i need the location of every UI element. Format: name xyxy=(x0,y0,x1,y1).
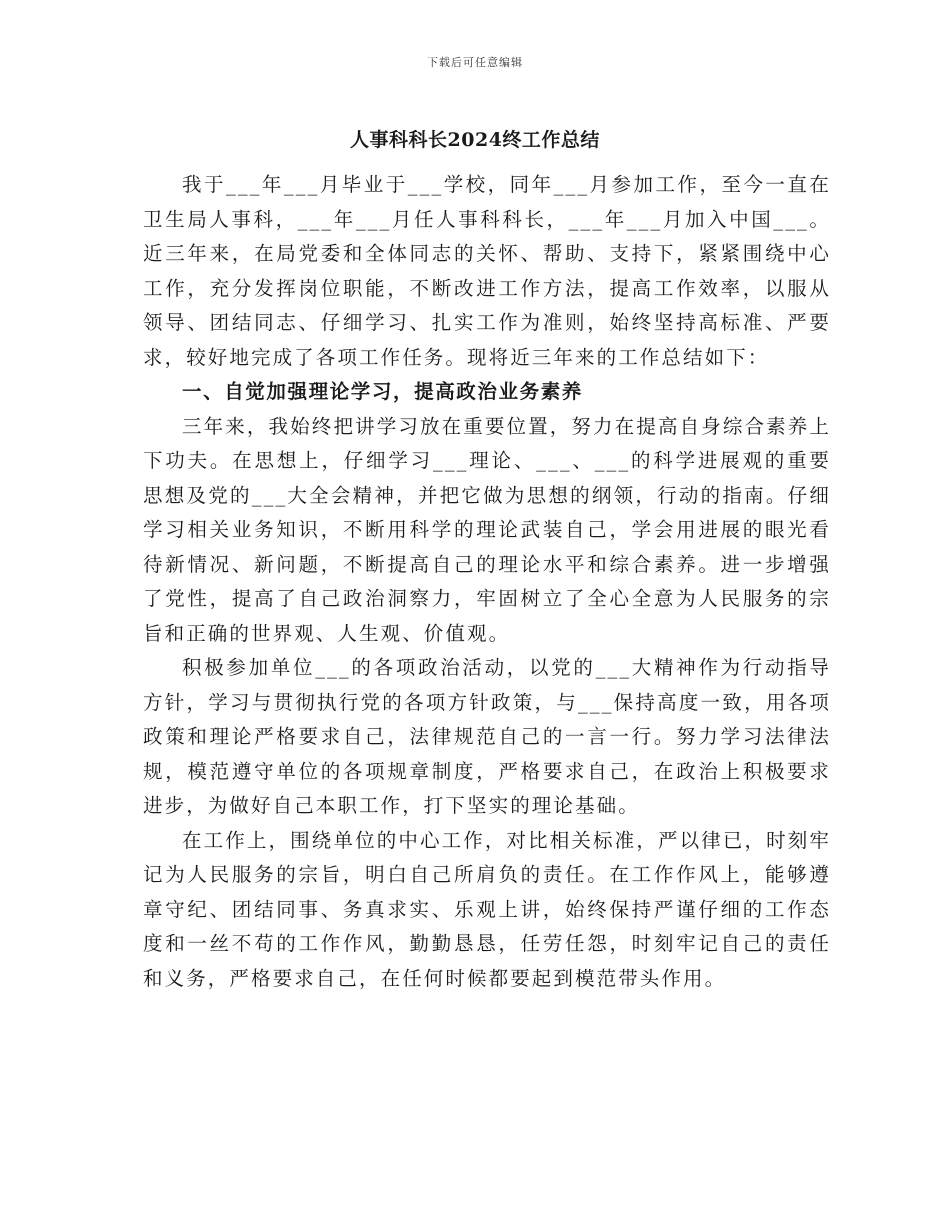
page-header-note: 下载后可任意编辑 xyxy=(427,56,523,69)
document-body xyxy=(143,168,831,996)
intro-paragraph: 我于___年___月毕业于___学校，同年___月参加工作，至今一直在卫生局人事科，___年___月任人事科科长，___年___月加入中国___。近三年来，在局党委和全体同志的关怀、帮助、支持下，紧紧围绕中心工作，充分发挥岗位职能，不断改进工作方法，提高工作效率，以服从领导、团结同志、仔细学习、扎实工作为准则，始终坚持高标准、严要求，较好地完成了各项工作任务。现将近三年来的工作总结如下： xyxy=(143,173,831,369)
body-paragraph: 在工作上，围绕单位的中心工作，对比相关标准，严以律已，时刻牢记为人民服务的宗旨，明白自己所肩负的责任。在工作作风上，能够遵章守纪、团结同事、务真求实、乐观上讲，始终保持严谨仔细的工作态度和一丝不苟的工作作风，勤勤恳恳，任劳任怨，时刻牢记自己的责任和义务，严格要求自己，在任何时候都要起到模范带头作用。 xyxy=(143,828,831,990)
body-paragraph: 三年来，我始终把讲学习放在重要位置，努力在提高自身综合素养上下功夫。在思想上，仔细学习___理论、___、___的科学进展观的重要思想及党的___大全会精神，并把它做为思想的纲领，行动的指南。仔细学习相关业务知识，不断用科学的理论武装自己，学会用进展的眼光看待新情况、新问题，不断提高自己的理论水平和综合素养。进一步增强了党性，提高了自己政治洞察力，牢固树立了全心全意为人民服务的宗旨和正确的世界观、人生观、价值观。 xyxy=(143,414,832,645)
section-heading: 一、自觉加强理论学习，提高政治业务素养 xyxy=(182,380,583,403)
body-paragraph: 积极参加单位___的各项政治活动，以党的___大精神作为行动指导方针，学习与贯彻执行党的各项方针政策，与___保持高度一致，用各项政策和理论严格要求自己，法律规范自己的一言一行。努力学习法律法规，模范遵守单位的各项规章制度，严格要求自己，在政治上积极要求进步，为做好自己本职工作，打下坚实的理论基础。 xyxy=(143,656,831,817)
document-title: 人事科科长2024终工作总结 xyxy=(350,129,600,151)
